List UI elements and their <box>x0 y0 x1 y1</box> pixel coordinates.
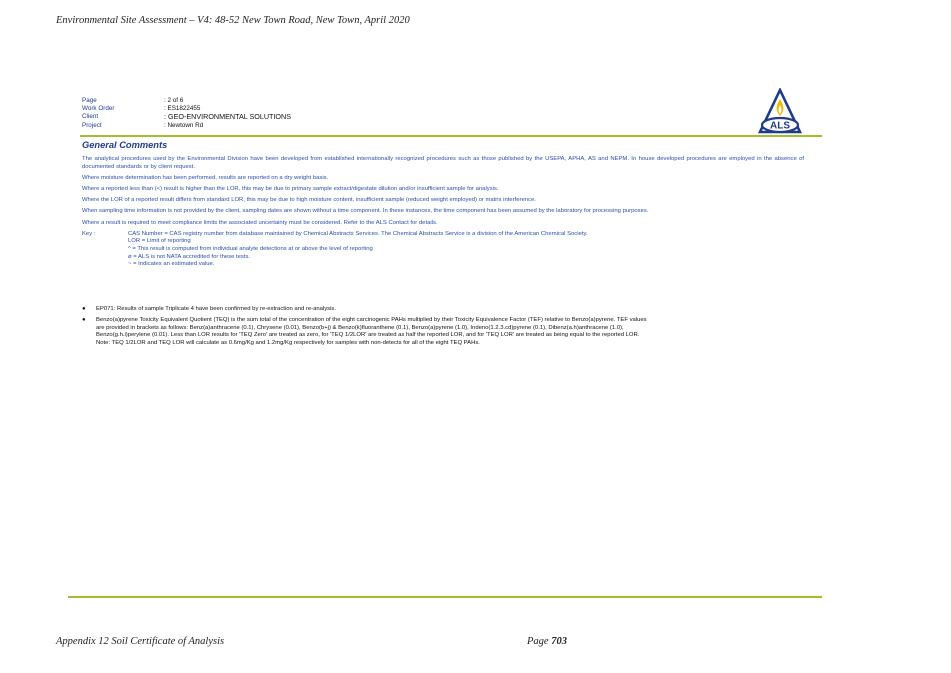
page-number: 703 <box>551 636 567 647</box>
bullet-text <box>96 306 336 314</box>
key-line: ~ = Indicates an estimated value. <box>128 261 215 268</box>
meta-value: : GEO-ENVIRONMENTAL SOLUTIONS <box>164 112 291 122</box>
section-heading: General Comments <box>82 140 168 150</box>
meta-value: : Newtown Rd <box>164 121 204 129</box>
bullet-item <box>82 306 742 314</box>
page-label: Page <box>527 636 552 647</box>
key-line: ^ = This result is computed from individual analyte detections at or above the level of reporting <box>128 245 373 252</box>
comment-paragraph: When sampling time information is not provided by the client, sampling dates are shown without a time component. In these instances, the time component has been assumed by the laboratory for processing purposes. <box>82 208 649 215</box>
meta-row-client <box>82 113 291 121</box>
key-line: ø = ALS is not NATA accredited for these tests. <box>128 253 251 260</box>
key-line: CAS Number = CAS registry number from database maintained by Chemical Abstracts Services. The Chemical Abstracts Service is a division of the American Chemical Society. <box>128 230 588 237</box>
meta-value: : ES1822455 <box>164 105 201 113</box>
report-metadata <box>82 97 291 130</box>
bullet-line: Benzo(a)pyrene Toxicity Equivalent Quotient (TEQ) is the sum total of the concentration of the eight carcinogenic PAHs multiplied by their Toxicity Equivalence Factor (TEF) relative to Benzo(a)pyrene. TEF values <box>96 316 647 323</box>
als-logo <box>758 88 802 134</box>
comment-paragraph: The analytical procedures used by the Environmental Division have been developed from established internationally recognized procedures such as those published by the USEPA, APHA, AS and NEPM. In house developed procedures are employed in the absence of documented standards or by client request. <box>82 156 804 170</box>
footer-page-number <box>527 636 567 647</box>
comment-paragraph: Where a reported less than (<) result is higher than the LOR, this may be due to primary sample extract/digestate dilution and/or insufficient sample for analysis. <box>82 185 499 192</box>
meta-row-page <box>82 97 291 105</box>
general-comments-body <box>82 156 804 269</box>
bullet-line: Benzo(g.h.i)perylene (0.01). Less than LOR results for 'TEQ Zero' are treated as zero, for 'TEQ 1/2LOR' are treated as half the reported LOR, and for 'TEQ LOR' are treated as being equal to the reported LOR. <box>96 332 640 339</box>
key-legend <box>82 231 804 269</box>
footer-divider <box>68 596 822 598</box>
key-lines <box>128 231 588 269</box>
meta-value: : 2 of 6 <box>164 97 184 104</box>
document-header-title: Environmental Site Assessment – V4: 48-52 New Town Road, New Town, April 2020 <box>56 15 410 26</box>
bullet-item <box>82 317 742 347</box>
bullet-line: EP071: Results of sample Triplicate 4 have been confirmed by re-extraction and re-analysis. <box>96 306 336 312</box>
comment-paragraph: Where moisture determination has been performed, results are reported on a dry weight basis. <box>82 174 329 181</box>
comment-paragraph: Where a result is required to meet compliance limits the associated uncertainty must be considered. Refer to the ALS Contact for details. <box>82 219 438 226</box>
key-label: Key : <box>82 230 96 237</box>
header-divider <box>80 135 822 137</box>
logo-text: ALS <box>770 120 790 132</box>
comment-paragraph: Where the LOR of a reported result differs from standard LOR, this may be due to high moisture content, insufficient sample (reduced weight employed) or matrix interference. <box>82 197 536 204</box>
bullet-icon: ● <box>82 316 86 323</box>
bullet-line: Note: TEQ 1/2LOR and TEQ LOR will calculate as 0.6mg/Kg and 1.2mg/Kg respectively for samples with non-detects for all of the eight TEQ PAHs. <box>96 339 480 346</box>
bullet-text <box>96 317 647 347</box>
key-line: LOR = Limit of reporting <box>128 238 191 245</box>
bullet-icon: ● <box>82 306 86 312</box>
meta-row-project <box>82 122 291 130</box>
footer-appendix-title: Appendix 12 Soil Certificate of Analysis <box>56 636 225 647</box>
bullet-list <box>82 306 742 351</box>
meta-label: Page <box>82 97 97 104</box>
meta-label: Client <box>82 113 99 121</box>
bullet-line: are provided in brackets as follows: Benz(a)anthracene (0.1), Chrysene (0.01), Benzo(b+j) & Benzo(k)fluoranthene (0.1), Benzo(a)pyrene (1.0), Indeno(1.2.3.cd)pyrene (0.1), Dibenz(a.h)anthracene (1.0), <box>96 324 624 331</box>
meta-label: Work Order <box>82 105 115 113</box>
meta-label: Project <box>82 121 102 129</box>
